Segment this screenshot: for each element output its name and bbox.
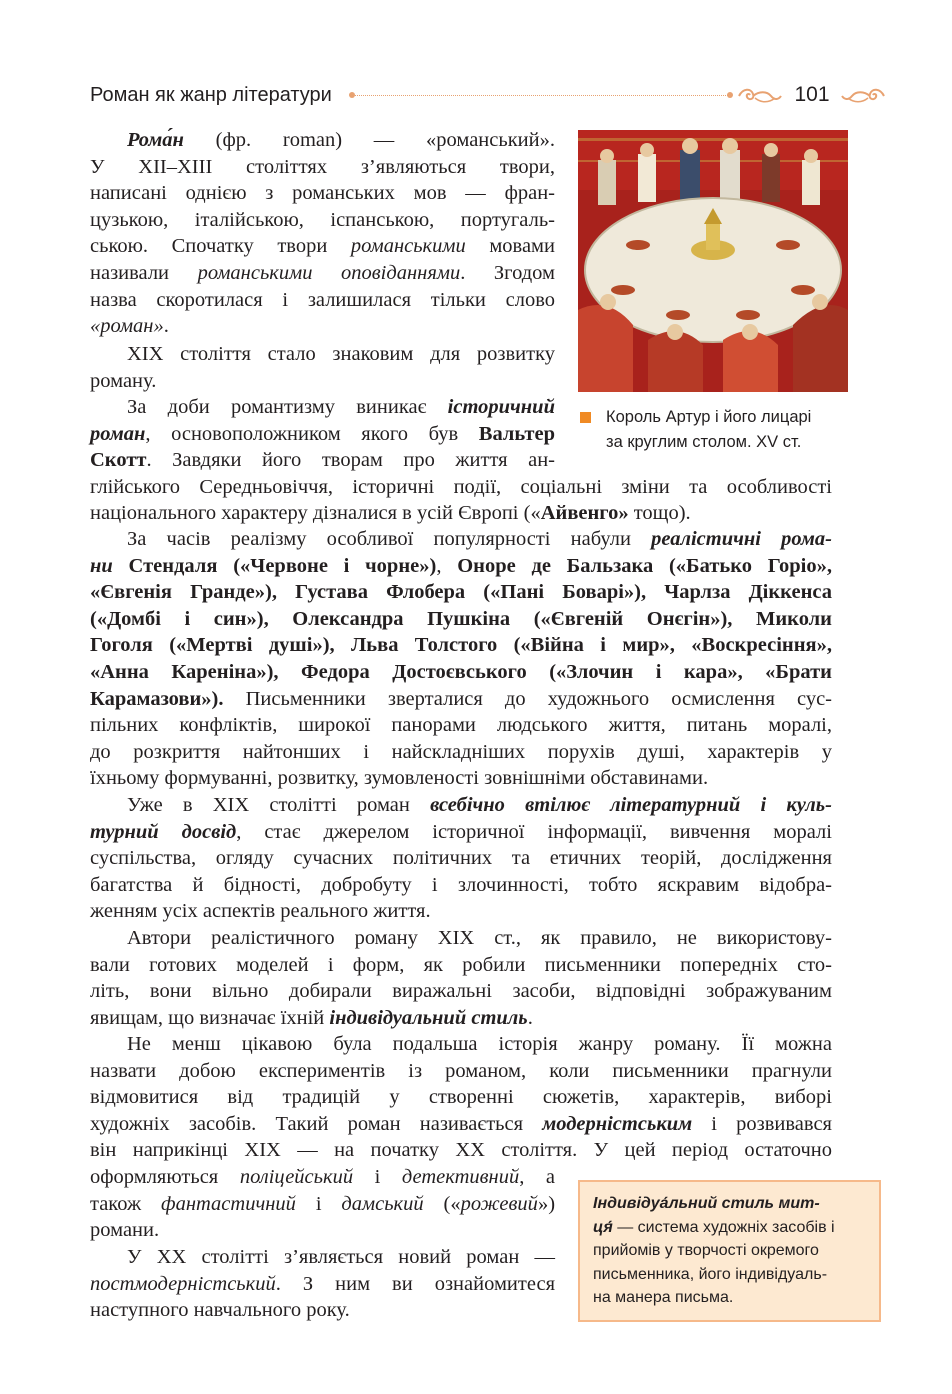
text-span: За часів реалізму особливої популярності набули — [127, 528, 652, 550]
bold-span: «Євгенія Гранде»), Густава Флобера («Пані Боварі»), Чарлза Діккенса — [90, 581, 832, 604]
italic-span: дамський — [341, 1192, 424, 1215]
text-span: . Згодом — [460, 261, 556, 284]
running-header — [90, 80, 885, 110]
text-span: , — [436, 554, 458, 577]
text-line: літь, вони вільно добирали виражальні засоби, відповідні зображуваним — [90, 980, 832, 1003]
text-line: наступного навчального року. — [90, 1299, 350, 1322]
text-line: Не менш цікавою була подальша історія жанру роману. Її можна — [127, 1033, 832, 1055]
bold-span: Оноре де Бальзака («Батько Горіо», — [457, 554, 832, 577]
text-span: тощо). — [628, 502, 691, 525]
paragraph-xix-novel-experience — [90, 792, 832, 925]
text-span: . З ним ви ознайомитеся — [275, 1272, 555, 1295]
text-line: цузькою, італійською, іспанською, португаль- — [90, 208, 555, 231]
text-span: (фр. roman) — «романський». — [183, 129, 555, 151]
bold-italic-span: всебічно втілює літературний і куль- — [430, 794, 832, 816]
text-line: їхньому формуванні, розвитку, зумовленості зовнішніми обставинами. — [90, 767, 709, 790]
italic-span: рожевий — [460, 1192, 538, 1215]
bold-italic-span: турний досвід — [90, 820, 237, 843]
italic-span: фантастичний — [161, 1192, 296, 1215]
bold-span: Стендаля («Червоне і чорне») — [112, 554, 437, 577]
text-line: роману. — [90, 369, 157, 392]
paragraph-postmodern-novel — [90, 1244, 555, 1324]
bold-italic-span: модерністським — [542, 1112, 693, 1135]
bold-span: Айвенго» — [540, 502, 629, 525]
caption-bullet-square-icon — [580, 412, 591, 423]
text-span: ») — [537, 1192, 556, 1215]
text-line: суспільства, огляду сучасних політичних та етичних теорій, дослідження — [90, 847, 832, 870]
caption-line: Король Артур і його лицарі — [606, 408, 812, 426]
paragraph-individual-style — [90, 925, 832, 1031]
text-line: пільних конфліктів, широкої панорами людського життя, питань моралі, — [90, 714, 832, 737]
text-span: , а — [519, 1165, 555, 1188]
text-span: національного характеру дізналися в усій Європі (« — [90, 502, 541, 525]
text-span: художніх засобів. Такий роман називається — [90, 1112, 543, 1135]
italic-span: постмодерністський — [90, 1272, 276, 1295]
text-line: він наприкінці XIX — на початку XX століття. У цей період остаточно — [90, 1139, 832, 1162]
italic-span: детективний — [401, 1165, 520, 1188]
paragraph-realism — [90, 526, 832, 792]
definition-text: на манера письма. — [593, 1289, 734, 1306]
bold-italic-span: реалістичні рома- — [651, 528, 832, 550]
definition-text: — система художніх засобів і — [612, 1218, 835, 1236]
text-span: і — [353, 1165, 402, 1188]
text-line: Автори реалістичного роману XIX ст., як правило, не використову- — [127, 927, 832, 949]
italic-span: романськими оповіданнями — [197, 261, 461, 284]
bold-italic-span: ни — [90, 554, 113, 577]
text-line: відмовитися від традицій у створенні сюжетів, характерів, виборі — [90, 1086, 832, 1109]
text-span: . — [527, 1006, 533, 1029]
term-roman: Рома́н — [127, 129, 184, 151]
definition-text: прийомів у творчості окремого — [593, 1242, 819, 1259]
text-span: Уже в XIX столітті роман — [127, 794, 431, 816]
text-span: За доби романтизму виникає — [127, 396, 448, 418]
text-span: , основоположником якого був — [145, 422, 479, 445]
text-line: женням усіх аспектів реального життя. — [90, 900, 431, 923]
right-flourish-icon — [840, 85, 888, 107]
caption-line: за круглим столом. XV ст. — [606, 433, 802, 451]
text-line: У XII–XIII століттях з’являються твори, — [90, 155, 555, 178]
text-span: . Завдяки його творам про життя ан- — [146, 449, 555, 472]
text-span: мовами — [465, 235, 555, 258]
text-line: вали готових моделей і форм, як робили письменники попередніх сто- — [90, 953, 832, 976]
definition-text: письменника, його індивідуаль- — [593, 1265, 828, 1283]
text-span: Письменники зверталися до художнього осмислення сус- — [223, 687, 832, 710]
page-number: 101 — [794, 83, 830, 106]
left-flourish-icon — [735, 85, 783, 107]
text-line: назвати добою експериментів із романом, коли письменники прагнули — [90, 1059, 832, 1082]
bold-span: «Анна Кареніна»), Федора Достоєвського («Злочин і кара», «Брати — [90, 660, 832, 683]
text-span: , стає джерелом історичної інформації, вивчення моралі — [236, 820, 832, 843]
text-span: називали — [90, 261, 198, 284]
king-arthur-round-table-illustration — [578, 130, 848, 392]
text-line: XIX століття стало знаковим для розвитку — [127, 343, 555, 365]
chapter-title: Роман як жанр літератури — [90, 84, 332, 106]
definition-term: Індивідуа́льний стиль мит- — [593, 1195, 820, 1212]
italic-span: «роман» — [90, 315, 164, 338]
text-span: явищам, що визначає їхній — [90, 1006, 330, 1029]
text-line: багатства й бідності, добробуту і злочинності, тобто яскравим відобра- — [90, 873, 832, 896]
text-span: . — [163, 315, 169, 338]
definition-box — [578, 1180, 881, 1322]
text-span: і розвивався — [692, 1112, 832, 1135]
text-line: глійського Середньовіччя, історичні події, соціальні зміни та особливості — [90, 475, 832, 498]
text-span: ською. Спочатку твори — [90, 235, 351, 258]
paragraph-xix-century — [90, 341, 555, 394]
bold-span: Скотт — [90, 449, 147, 472]
bold-span: Гоголя («Мертві душі»), Льва Толстого («Війна і мир», «Воскресіння», — [90, 634, 832, 657]
bold-span: Карамазови»). — [90, 687, 224, 710]
text-span: також — [90, 1192, 162, 1215]
bold-italic-span: історичний — [447, 396, 555, 418]
text-span: і — [295, 1192, 342, 1215]
italic-span: поліцейський — [239, 1165, 354, 1188]
header-rule — [352, 95, 730, 96]
bold-italic-span: роман — [90, 422, 146, 445]
definition-term: ця́ — [593, 1218, 613, 1236]
text-span: оформляються — [90, 1165, 240, 1188]
text-line: до розкриття найтонших і найскладніших порухів душі, характерів у — [90, 740, 832, 763]
text-line: назва скоротилася і залишилася тільки слово — [90, 288, 555, 311]
paragraph-roman-definition — [90, 127, 555, 340]
text-line: романи. — [90, 1219, 160, 1242]
bold-italic-span: індивідуальний стиль — [329, 1006, 528, 1029]
text-line: У XX столітті з’являється новий роман — — [127, 1246, 555, 1268]
bold-span: Вальтер — [478, 422, 555, 445]
bold-span: («Домбі і син»), Олександра Пушкіна («Євгеній Онєгін»), Миколи — [90, 607, 832, 630]
text-span: (« — [423, 1192, 461, 1215]
text-line: написані однією з романських мов — фран- — [90, 182, 555, 205]
italic-span: романськими — [350, 235, 466, 258]
